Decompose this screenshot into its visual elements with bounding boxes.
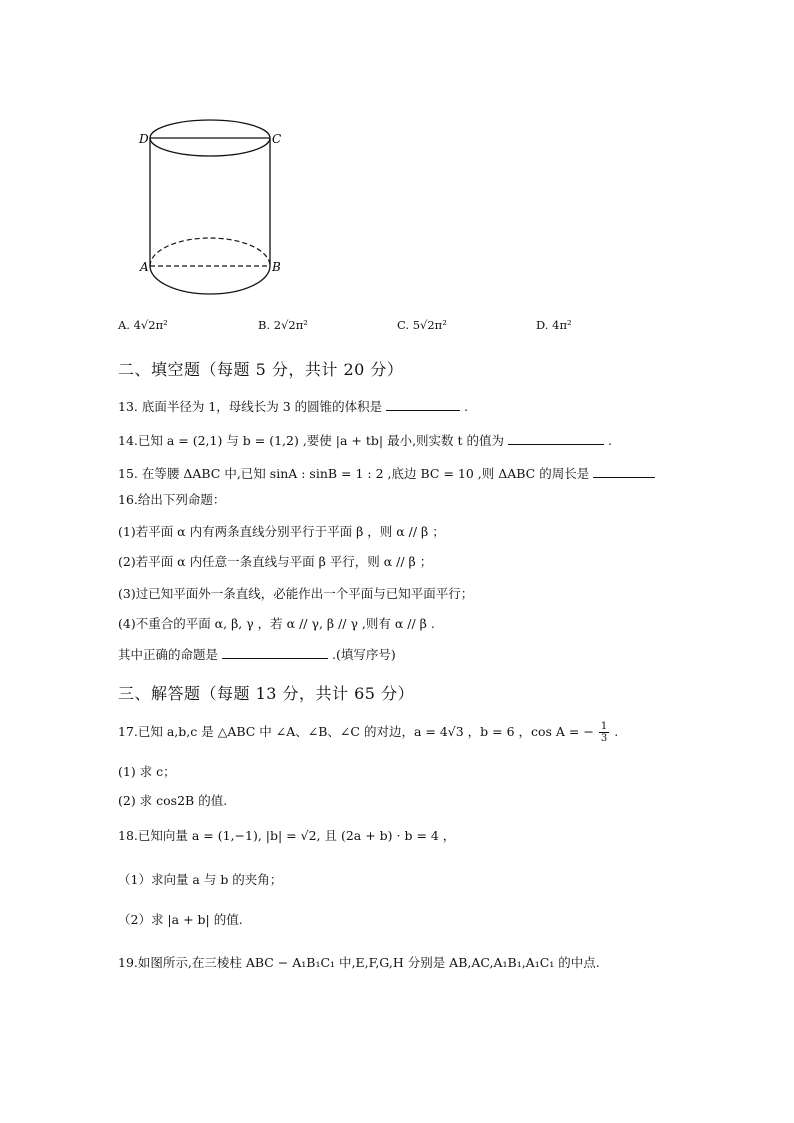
section2-title: 二、填空题（每题 5 分，共计 20 分） xyxy=(118,360,404,379)
bottom-ellipse-front xyxy=(150,266,270,294)
q16-item-4: (4)不重合的平面 α, β, γ ，若 α // γ, β // γ ,则有 α // β . xyxy=(118,616,435,631)
label-c: C xyxy=(272,132,282,146)
q13-text: 13. 底面半径为 1，母线长为 3 的圆锥的体积是 xyxy=(118,399,383,414)
section3-title: 三、解答题（每题 13 分，共计 65 分） xyxy=(118,684,415,703)
q16-item-3: (3)过已知平面外一条直线，必能作出一个平面与已知平面平行； xyxy=(118,586,474,601)
q16-answer-prefix: 其中正确的命题是 xyxy=(118,647,219,662)
choice-d[interactable]: D. 4π² xyxy=(536,318,572,332)
q16-item-2: (2)若平面 α 内任意一条直线与平面 β 平行，则 α // β ； xyxy=(118,554,433,569)
q13-end: . xyxy=(464,399,469,414)
q17-part-1: (1) 求 c； xyxy=(118,764,176,779)
question-14 xyxy=(118,431,612,449)
q16-item-1: (1)若平面 α 内有两条直线分别平行于平面 β ，则 α // β ； xyxy=(118,524,445,539)
label-a: A xyxy=(140,260,149,274)
q15-text: 15. 在等腰 ΔABC 中,已知 sinA : sinB = 1 : 2 ,底边 BC = 10 ,则 ΔABC 的周长是 xyxy=(118,466,590,481)
q16-answer-suffix: .(填写序号) xyxy=(331,647,396,662)
choice-a[interactable]: A. 4√2π² xyxy=(118,318,168,332)
question-17 xyxy=(118,721,618,744)
q15-blank[interactable] xyxy=(593,465,655,478)
choice-c[interactable]: C. 5√2π² xyxy=(397,318,447,332)
q14-end: . xyxy=(608,433,612,448)
q17-fraction xyxy=(599,721,609,744)
label-d: D xyxy=(139,132,149,146)
q17-part-2: (2) 求 cos2B 的值. xyxy=(118,793,228,808)
question-13 xyxy=(118,397,468,415)
q18-part-2: （2）求 |a + b| 的值. xyxy=(118,912,243,927)
q16-answer-line xyxy=(118,645,396,663)
q17-frac-num: 1 xyxy=(600,721,608,732)
bottom-ellipse-back xyxy=(150,238,270,266)
question-18: 18.已知向量 a = (1,−1), |b| = √2, 且 (2a + b) · b = 4 ， xyxy=(118,828,456,843)
q13-blank[interactable] xyxy=(386,398,460,411)
label-b: B xyxy=(272,260,281,274)
q17-frac-den: 3 xyxy=(600,733,608,744)
q17-text: 17.已知 a,b,c 是 △ABC 中 ∠A、∠B、∠C 的对边，a = 4√3 ，b = 6 ，cos A = − xyxy=(118,724,594,739)
question-19: 19.如图所示,在三棱柱 ABC − A₁B₁C₁ 中,E,F,G,H 分别是 AB,AC,A₁B₁,A₁C₁ 的中点. xyxy=(118,955,600,970)
cylinder-figure xyxy=(130,118,300,303)
choice-b[interactable]: B. 2√2π² xyxy=(258,318,308,332)
q14-text: 14.已知 a = (2,1) 与 b = (1,2) ,要使 |a + tb| 最小,则实数 t 的值为 xyxy=(118,433,505,448)
question-16: 16.给出下列命题： xyxy=(118,492,226,507)
q14-blank[interactable] xyxy=(508,432,604,445)
q17-end: . xyxy=(614,724,619,739)
q16-blank[interactable] xyxy=(222,646,328,659)
q18-part-1: （1）求向量 a 与 b 的夹角； xyxy=(118,872,283,887)
question-15 xyxy=(118,464,655,482)
